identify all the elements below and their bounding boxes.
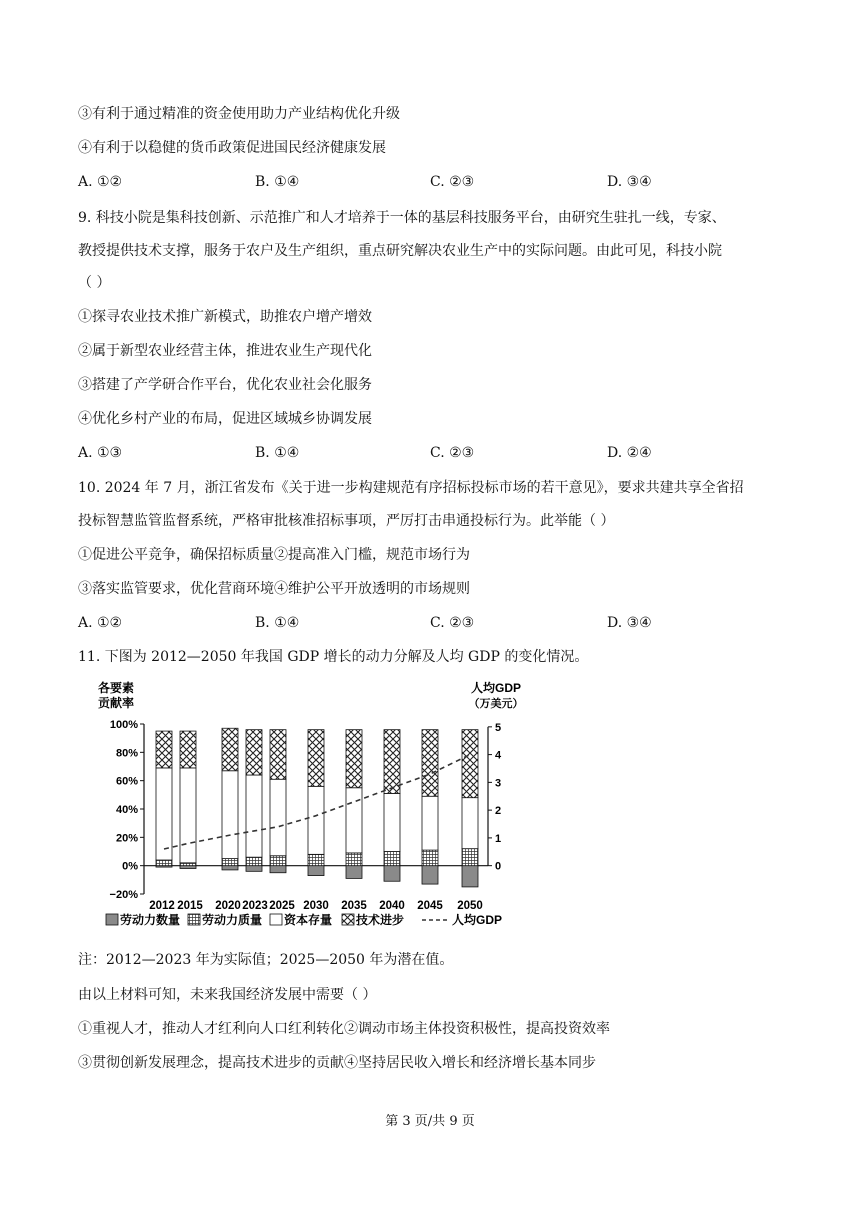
- bar-tech-progress: [222, 728, 238, 771]
- q8-option-a: A. ①②: [78, 174, 123, 190]
- bar-tech-progress: [422, 730, 438, 797]
- bar-capital-stock: [384, 793, 400, 851]
- bar-labor-quantity: [384, 866, 400, 882]
- x-tick-label: 2023: [242, 900, 268, 912]
- q11-stem: 11. 下图为 2012—2050 年我国 GDP 增长的动力分解及人均 GDP 的变化情况。: [78, 649, 589, 665]
- legend-swatch: [270, 914, 282, 925]
- right-tick-label: 3: [495, 777, 502, 790]
- q9-statement-4: ④优化乡村产业的布局，促进区域城乡协调发展: [78, 411, 372, 427]
- q9-option-b: B. ①④: [255, 445, 300, 461]
- left-axis-title-line2: 贡献率: [97, 696, 135, 710]
- legend-label: 资本存量: [284, 913, 333, 927]
- q9-option-d: D. ②④: [607, 445, 652, 461]
- bar-capital-stock: [180, 768, 196, 863]
- right-tick-label: 4: [495, 749, 502, 762]
- q8-statement-3: ③有利于通过精准的资金使用助力产业结构优化升级: [78, 106, 400, 122]
- bar-labor-quality: [308, 854, 324, 865]
- x-tick-label: 2040: [379, 900, 405, 912]
- bar-tech-progress: [346, 730, 362, 788]
- bar-labor-quality: [246, 857, 262, 866]
- q8-option-d: D. ③④: [607, 174, 652, 190]
- bar-tech-progress: [180, 731, 196, 768]
- legend-label: 劳动力质量: [202, 913, 263, 927]
- right-tick-label: 2: [495, 805, 502, 818]
- q9-stem-line2: 教授提供技术支撑，服务于农户及生产组织，重点研究解决农业生产中的实际问题。由此可见，科技小院: [78, 243, 722, 259]
- bar-capital-stock: [462, 798, 478, 849]
- q10-option-c: C. ②③: [430, 615, 475, 631]
- x-tick-label: 2020: [215, 900, 241, 912]
- x-tick-label: 2050: [457, 900, 483, 912]
- q8-option-c: C. ②③: [430, 174, 475, 190]
- bar-tech-progress: [384, 730, 400, 794]
- bar-capital-stock: [156, 768, 172, 860]
- left-tick-label: 100%: [109, 719, 138, 731]
- page-footer: 第 3 页/共 9 页: [385, 1114, 475, 1129]
- q10-option-d: D. ③④: [607, 615, 652, 631]
- bar-labor-quantity: [222, 866, 238, 870]
- bar-labor-quality: [346, 853, 362, 866]
- bar-labor-quantity: [422, 866, 438, 884]
- legend-swatch: [106, 914, 118, 925]
- bar-tech-progress: [462, 730, 478, 798]
- legend-swatch: [188, 914, 200, 925]
- bar-capital-stock: [222, 771, 238, 859]
- left-tick-label: 40%: [115, 804, 138, 816]
- right-tick-label: 1: [495, 832, 502, 845]
- right-tick-label: 5: [495, 721, 502, 734]
- x-tick-labels: [149, 900, 483, 912]
- left-tick-label: 0%: [122, 860, 138, 873]
- left-tick-label: 20%: [115, 832, 138, 845]
- legend-label: 技术进步: [356, 913, 405, 927]
- bar-labor-quantity: [246, 866, 262, 872]
- gdp-growth-chart: [92, 676, 572, 934]
- x-tick-label: 2045: [417, 900, 443, 912]
- bar-tech-progress: [270, 730, 286, 780]
- legend-label: 人均GDP: [452, 913, 503, 927]
- right-axis-title-line2: （万美元）: [468, 698, 524, 710]
- q9-statement-3: ③搭建了产学研合作平台，优化农业社会化服务: [78, 377, 372, 393]
- q10-option-b: B. ①④: [255, 615, 300, 631]
- left-tick-label: 80%: [115, 747, 138, 760]
- bar-labor-quality: [180, 863, 196, 866]
- bar-capital-stock: [270, 779, 286, 856]
- bar-capital-stock: [346, 788, 362, 853]
- chart-legend: [106, 912, 502, 927]
- q11-question: 由以上材料可知，未来我国经济发展中需要（ ）: [78, 987, 377, 1003]
- chart-bars: [156, 728, 478, 887]
- left-axis-title-line1: 各要素: [97, 681, 135, 695]
- q9-option-a: A. ①③: [78, 445, 123, 461]
- legend-label: 劳动力数量: [120, 913, 181, 927]
- q10-statements-1-2: ①促进公平竞争，确保招标质量②提高准入门槛，规范市场行为: [78, 547, 470, 563]
- q9-answer-blank: （ ）: [78, 275, 111, 291]
- right-axis-title-line1: 人均GDP: [470, 681, 522, 695]
- q9-option-c: C. ②③: [430, 445, 475, 461]
- x-tick-label: 2012: [149, 900, 175, 912]
- left-tick-label: 60%: [115, 775, 138, 788]
- q10-stem-line2: 投标智慧监管监督系统，严格审批核准招标事项，严厉打击串通投标行为。此举能（ ）: [78, 513, 615, 529]
- bar-labor-quality: [270, 856, 286, 866]
- bar-tech-progress: [308, 730, 324, 787]
- bar-capital-stock: [246, 775, 262, 857]
- q9-statement-2: ②属于新型农业经营主体，推进农业生产现代化: [78, 343, 372, 359]
- bar-capital-stock: [308, 786, 324, 854]
- legend-swatch: [342, 914, 354, 925]
- q9-stem-line1: 9. 科技小院是集科技创新、示范推广和人才培养于一体的基层科技服务平台，由研究生驻扎一线，专家、: [78, 210, 726, 226]
- bar-labor-quantity: [180, 866, 196, 869]
- q11-note: 注：2012—2023 年为实际值；2025—2050 年为潜在值。: [78, 952, 454, 968]
- bar-labor-quality: [222, 859, 238, 866]
- bar-labor-quantity: [270, 866, 286, 873]
- bar-labor-quality: [156, 860, 172, 866]
- x-tick-label: 2035: [341, 900, 367, 912]
- bar-labor-quantity: [308, 866, 324, 876]
- x-tick-label: 2030: [303, 900, 329, 912]
- bar-labor-quality: [384, 852, 400, 866]
- q8-statement-4: ④有利于以稳健的货币政策促进国民经济健康发展: [78, 140, 386, 156]
- x-tick-label: 2025: [269, 900, 295, 912]
- bar-labor-quantity: [346, 866, 362, 879]
- q11-statements-3-4: ③贯彻创新发展理念，提高技术进步的贡献④坚持居民收入增长和经济增长基本同步: [78, 1055, 596, 1071]
- bar-tech-progress: [156, 731, 172, 768]
- bar-tech-progress: [246, 730, 262, 775]
- q8-option-b: B. ①④: [255, 174, 300, 190]
- q11-statements-1-2: ①重视人才，推动人才红利向人口红利转化②调动市场主体投资积极性，提高投资效率: [78, 1021, 610, 1037]
- bar-labor-quality: [462, 849, 478, 866]
- q10-stem-line1: 10. 2024 年 7 月，浙江省发布《关于进一步构建规范有序招标投标市场的若干意见》，要求共建共享全省招: [78, 480, 744, 496]
- bar-capital-stock: [422, 796, 438, 850]
- q9-statement-1: ①探寻农业技术推广新模式，助推农户增产增效: [78, 309, 372, 325]
- x-tick-label: 2015: [177, 900, 203, 912]
- bar-labor-quantity: [462, 866, 478, 887]
- bar-labor-quality: [422, 850, 438, 866]
- right-tick-label: 0: [495, 860, 502, 873]
- q10-statements-3-4: ③落实监管要求，优化营商环境④维护公平开放透明的市场规则: [78, 581, 470, 597]
- left-tick-label: −20%: [109, 889, 138, 901]
- q10-option-a: A. ①②: [78, 615, 123, 631]
